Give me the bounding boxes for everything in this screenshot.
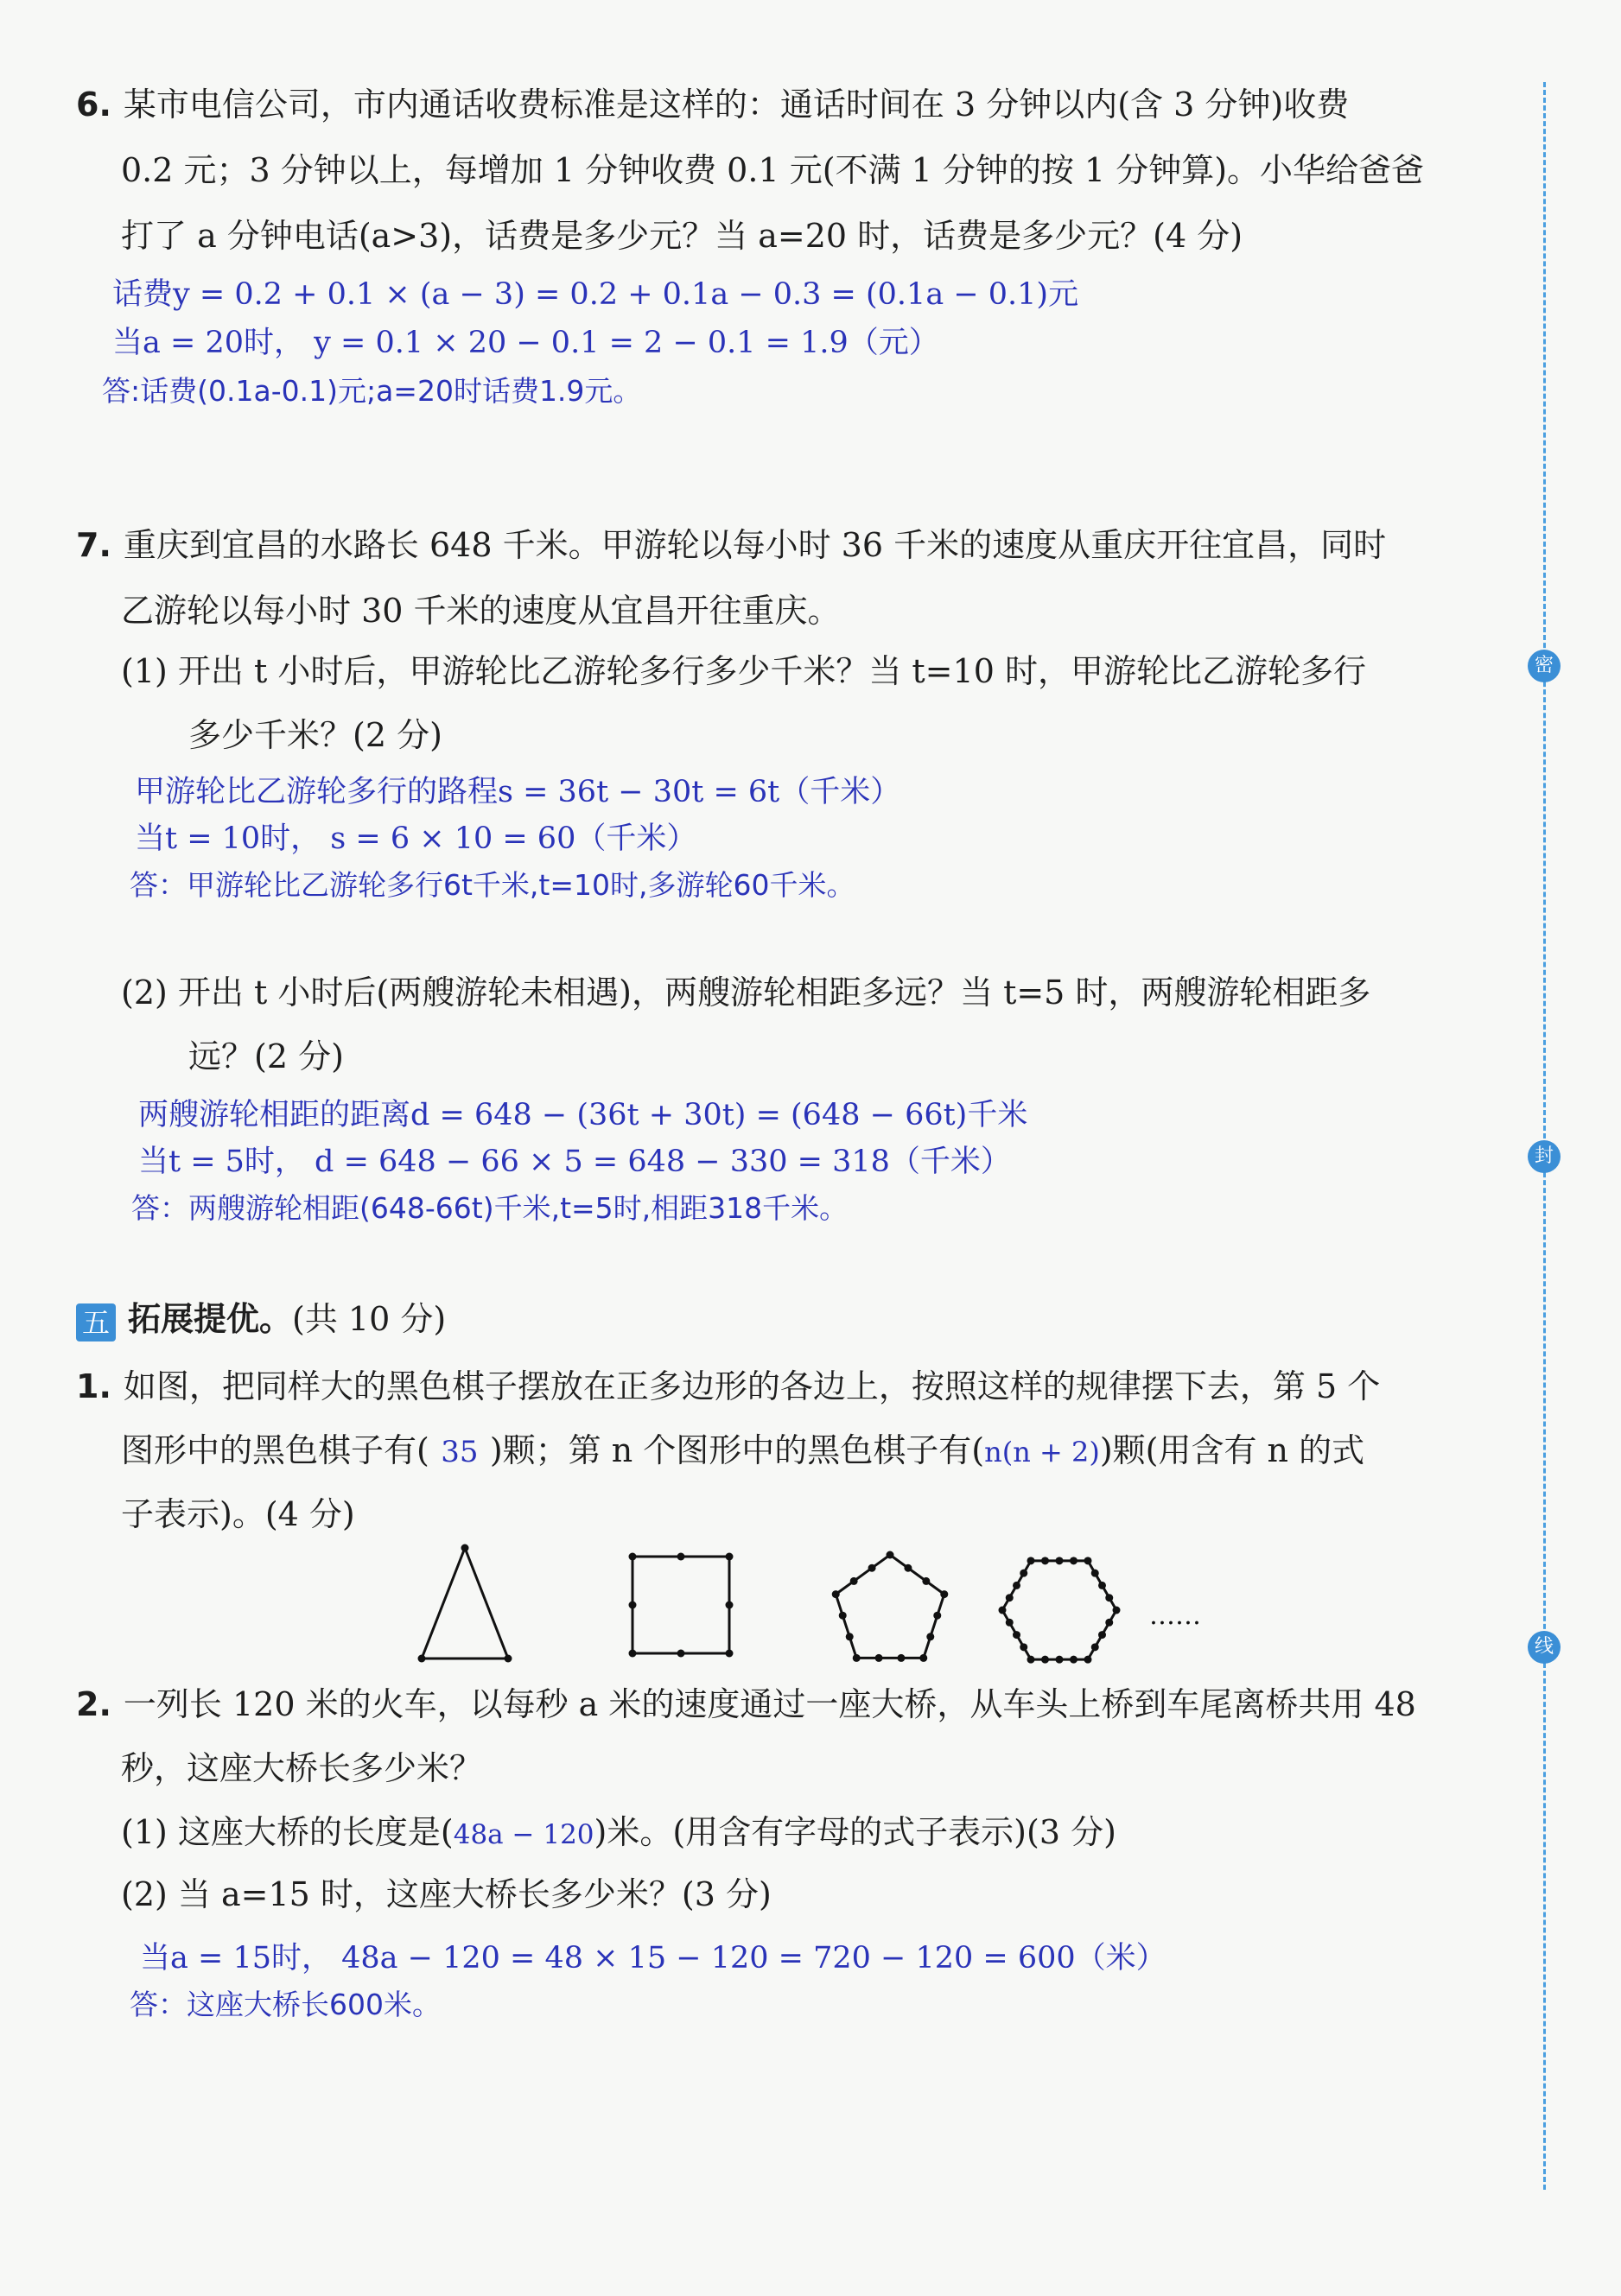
q7-number: 7. [76,526,111,564]
figures-ellipsis: …… [1149,1601,1201,1631]
s2-number: 2. [76,1685,111,1723]
stone [1091,1570,1099,1577]
q7-part2-answer-line3: 答：两艘游轮相距(648-66t)千米,t=5时,相距318千米。 [131,1191,849,1225]
stone [904,1564,912,1572]
s2-answer-line1: 当a = 15时， 48a − 120 = 48 × 15 − 120 = 720 − 120 = 600（米） [140,1941,1166,1976]
stone [1105,1594,1113,1601]
s1-blank1: 35 [441,1435,479,1469]
stone [926,1633,934,1640]
stone [875,1654,883,1662]
q6-text1: 某市电信公司，市内通话收费标准是这样的：通话时间在 3 分钟以内(含 3 分钟)收费 [123,86,1350,124]
stone [887,1551,894,1559]
stone [1056,1656,1064,1664]
q7-line1 [76,523,1386,567]
stone [1041,1656,1049,1664]
s2-text1: 一列长 120 米的火车，以每秒 a 米的速度通过一座大桥，从车头上桥到车尾离桥共用 48 [123,1685,1416,1723]
stone [1027,1557,1035,1564]
stone [1084,1656,1092,1664]
stone [1006,1594,1014,1601]
section5-header [76,1297,446,1341]
q6-answer-line2: 当a = 20时， y = 0.1 × 20 − 0.1 = 2 − 0.1 = 1.9（元） [112,326,939,360]
q7-text1: 重庆到宜昌的水路长 648 千米。甲游轮以每小时 36 千米的速度从重庆开往宜昌，同时 [123,526,1387,564]
stone [1070,1656,1077,1664]
stone [1020,1643,1027,1651]
s2-part2: (2) 当 a=15 时，这座大桥长多少米？(3 分) [121,1875,772,1913]
s2-part1-text-a: (1) 这座大桥的长度是( [121,1813,454,1851]
q7-part2-line2: 远？(2 分) [188,1037,344,1075]
stone [933,1612,941,1620]
s1-line3: 子表示)。(4 分) [121,1495,355,1533]
stone [1098,1631,1106,1639]
s2-part1 [121,1811,1116,1856]
binding-mark-xian: 线 [1528,1631,1561,1664]
binding-dashed-line [1543,82,1546,2190]
q7-part2-answer-line2: 当t = 5时， d = 648 − 66 × 5 = 648 − 330 = 318（千米） [138,1145,1011,1179]
stone [919,1654,927,1662]
stone [1056,1557,1064,1564]
figure-square [629,1553,734,1658]
q6-answer-line3: 答:话费(0.1a-0.1)元;a=20时话费1.9元。 [102,374,642,408]
s2-part1-blank: 48a − 120 [453,1819,594,1850]
stone [1084,1557,1092,1564]
q7-part1-answer-line1: 甲游轮比乙游轮多行的路程s = 36t − 30t = 6t（千米） [135,775,901,809]
binding-mark-mi: 密 [1528,650,1561,682]
stone [1113,1607,1121,1614]
stone [1006,1619,1014,1627]
s1-line2 [121,1429,1364,1474]
s1-text2c: )颗(用含有 n 的式 [1099,1431,1365,1469]
stone [940,1590,948,1598]
stone [1027,1656,1035,1664]
stone [1105,1619,1113,1627]
binding-mark-feng: 封 [1528,1140,1561,1173]
s2-line1 [76,1683,1416,1726]
stone [1013,1631,1020,1639]
stone [1041,1557,1049,1564]
stone [850,1577,858,1585]
polygon-figures [406,1538,1253,1676]
s1-text2b: )颗；第 n 个图形中的黑色棋子有( [489,1431,985,1469]
s2-line2: 秒，这座大桥长多少米？ [121,1749,483,1787]
s1-line1 [76,1365,1380,1408]
q6-line3: 打了 a 分钟电话(a>3)，话费是多少元？当 a=20 时，话费是多少元？(4 分) [121,217,1243,255]
figure-pentagon [832,1551,949,1662]
stone [922,1577,930,1585]
stone [1020,1570,1027,1577]
figure-hexagon [999,1557,1121,1663]
section5-title: 拓展提优。 [128,1300,293,1338]
section5-score: (共 10 分) [292,1300,447,1338]
stone [853,1654,861,1662]
s2-part1-text-b: )米。(用含有字母的式子表示)(3 分) [594,1813,1116,1851]
stone [897,1654,905,1662]
q7-part1-answer-line2: 当t = 10时， s = 6 × 10 = 60（千米） [135,821,697,856]
q7-part2-answer-line1: 两艘游轮相距的距离d = 648 − (36t + 30t) = (648 − 66t)千米 [138,1098,1028,1132]
stone [846,1633,854,1640]
stone [868,1564,876,1572]
q6-answer-line1: 话费y = 0.2 + 0.1 × (a − 3) = 0.2 + 0.1a − 0.3 = (0.1a − 0.1)元 [112,277,1079,312]
q6-number: 6. [76,86,111,124]
stone [1013,1582,1020,1589]
s2-answer-line2: 答：这座大桥长600米。 [130,1988,441,2021]
q6-line1 [76,83,1349,126]
s1-text1: 如图，把同样大的黑色棋子摆放在正多边形的各边上，按照这样的规律摆下去，第 5 个 [123,1367,1381,1405]
q7-part1-line2: 多少千米？(2 分) [188,716,442,754]
q7-part1-line1: (1) 开出 t 小时后，甲游轮比乙游轮多行多少千米？当 t=10 时，甲游轮比乙游轮多行 [121,652,1366,690]
q6-line2: 0.2 元；3 分钟以上，每增加 1 分钟收费 0.1 元(不满 1 分钟的按 1 分钟算)。小华给爸爸 [121,151,1425,189]
stone [999,1607,1007,1614]
s1-text2a: 图形中的黑色棋子有( [121,1431,429,1469]
stone [1098,1582,1106,1589]
section5-badge: 五 [76,1303,116,1341]
stone [1091,1643,1099,1651]
q7-part1-answer-line3: 答：甲游轮比乙游轮多行6t千米,t=10时,多游轮60千米。 [130,868,855,902]
s1-number: 1. [76,1367,111,1405]
stone [1070,1557,1077,1564]
q7-part2-line1: (2) 开出 t 小时后(两艘游轮未相遇)，两艘游轮相距多远？当 t=5 时，两艘游轮相距多 [121,974,1371,1012]
q7-line2: 乙游轮以每小时 30 千米的速度从宜昌开往重庆。 [121,592,841,630]
stone [832,1590,840,1598]
s1-blank2: n(n + 2) [984,1436,1100,1468]
stone [839,1612,847,1620]
figure-triangle [418,1544,512,1663]
